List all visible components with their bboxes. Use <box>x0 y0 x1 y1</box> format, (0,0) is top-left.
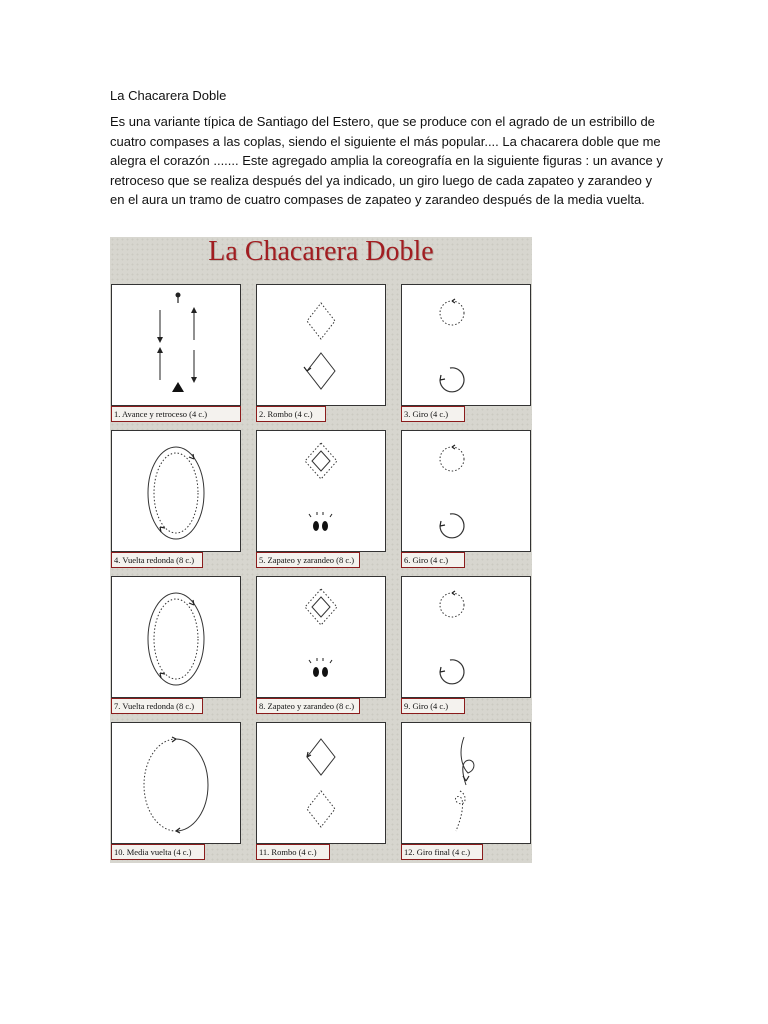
paragraph-line: retroceso que se realiza después del ya indicado, un giro luego de cada zapateo y zarandeo y <box>110 172 653 188</box>
panel-caption: 5. Zapateo y zarandeo (8 c.) <box>256 552 360 568</box>
giro-diagram <box>402 577 530 697</box>
paragraph-line: Es una variante típica de Santiago del Estero, que se produce con el agrado de un estribillo de <box>110 114 655 129</box>
avance-retroceso-diagram <box>112 285 240 405</box>
panel-caption: 3. Giro (4 c.) <box>401 406 465 422</box>
panel-caption: 4. Vuelta redonda (8 c.) <box>111 552 203 568</box>
panel-caption: 8. Zapateo y zarandeo (8 c.) <box>256 698 360 714</box>
panel-6 <box>401 430 531 552</box>
giro-diagram <box>402 431 530 551</box>
panel-3 <box>401 284 531 406</box>
panel-4 <box>111 430 241 552</box>
panel-caption: 2. Rombo (4 c.) <box>256 406 326 422</box>
rombo-diagram <box>257 723 385 843</box>
paragraph-line: cuatro compases a las coplas, siendo el siguiente el más popular.... La chacarera doble que me <box>110 133 661 149</box>
media-vuelta-diagram <box>112 723 240 843</box>
paragraph-line: alegra el corazón ....... Este agregado amplia la coreografía en la siguiente figuras : un avance y <box>110 153 663 168</box>
giro-diagram <box>402 285 530 405</box>
paragraph-line: en el aura un tramo de cuatro compases de zapateo y zarandeo después de la media vuelta. <box>110 192 645 207</box>
panel-caption: 7. Vuelta redonda (8 c.) <box>111 698 203 714</box>
panel-caption: 6. Giro (4 c.) <box>401 552 465 568</box>
zapateo-zarandeo-diagram <box>257 431 385 551</box>
giro-final-diagram <box>402 723 530 843</box>
rombo-diagram <box>257 285 385 405</box>
document-paragraph <box>110 112 670 210</box>
panel-caption: 12. Giro final (4 c.) <box>401 844 483 860</box>
panel-caption: 10. Media vuelta (4 c.) <box>111 844 205 860</box>
choreography-figure <box>110 237 532 863</box>
panel-caption: 1. Avance y retroceso (4 c.) <box>111 406 241 422</box>
panel-1 <box>111 284 241 406</box>
panel-7 <box>111 576 241 698</box>
document-title: La Chacarera Doble <box>110 88 227 103</box>
panel-9 <box>401 576 531 698</box>
panel-5 <box>256 430 386 552</box>
vuelta-redonda-diagram <box>112 577 240 697</box>
panel-caption: 9. Giro (4 c.) <box>401 698 465 714</box>
panel-10 <box>111 722 241 844</box>
panel-12 <box>401 722 531 844</box>
figure-title: La Chacarera Doble <box>208 236 434 267</box>
zapateo-zarandeo-diagram <box>257 577 385 697</box>
panel-2 <box>256 284 386 406</box>
panel-caption: 11. Rombo (4 c.) <box>256 844 330 860</box>
vuelta-redonda-diagram <box>112 431 240 551</box>
panel-8 <box>256 576 386 698</box>
panel-11 <box>256 722 386 844</box>
